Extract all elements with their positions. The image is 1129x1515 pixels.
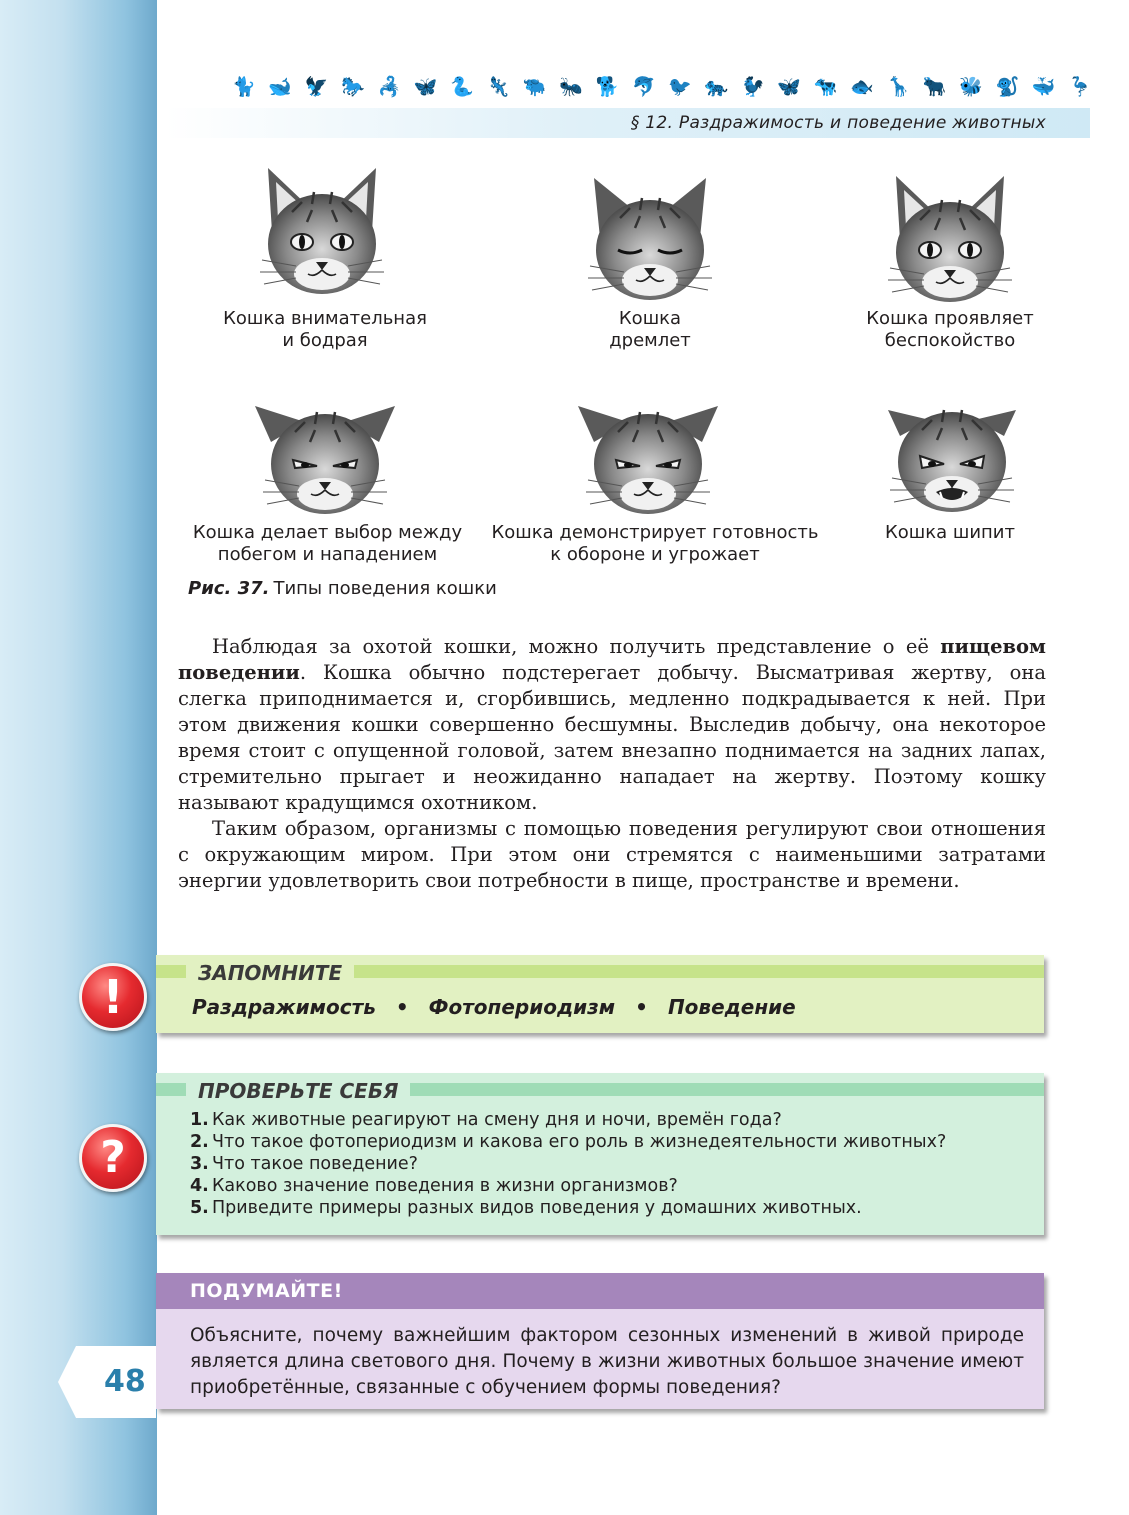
animal-silhouette-icon: 🐦	[668, 75, 692, 98]
remember-box	[156, 955, 1044, 1033]
animal-silhouette-icon: 🐒	[995, 75, 1020, 98]
left-spine-decoration	[0, 0, 157, 1515]
animal-silhouette-icon: 🦋	[413, 75, 438, 98]
section-title: § 12. Раздражимость и поведение животных	[630, 113, 1046, 133]
cat-threatening-image	[578, 382, 718, 522]
animal-silhouette-icon: 🐟	[850, 75, 874, 98]
question-item: 3. Что такое поведение?	[190, 1154, 418, 1174]
bullet-separator: •	[395, 995, 409, 1019]
think-box	[156, 1273, 1044, 1409]
cat-dozing-image	[580, 168, 720, 308]
exclamation-icon: !	[79, 963, 147, 1031]
question-mark-icon: ?	[79, 1124, 147, 1192]
animal-silhouette-icon: 🦅	[304, 75, 329, 98]
term-food-behavior: пищевом поведении	[178, 635, 1046, 684]
check-title: ПРОВЕРЬТЕ СЕБЯ	[186, 1079, 410, 1103]
cat-caption-anxious: Кошка проявляет беспокойство	[866, 308, 1034, 351]
animal-silhouette-icon: 🐜	[559, 75, 583, 98]
figure-caption	[188, 578, 497, 599]
section-header-bar	[165, 108, 1090, 138]
cat-anxious-image	[880, 170, 1020, 310]
animal-silhouette-icon: 🐳	[1031, 75, 1056, 98]
cat-caption-choosing: Кошка делает выбор между побегом и нападением	[192, 522, 463, 565]
question-item: 1. Как животные реагируют на смену дня и ночи, времён года?	[190, 1110, 782, 1130]
cat-caption-dozing: Кошка дремлет	[609, 308, 691, 351]
animal-silhouette-icon: 🐓	[741, 75, 765, 98]
animal-silhouette-icon: 🐬	[631, 75, 656, 98]
page-number: 48	[104, 1364, 146, 1399]
animal-silhouette-icon: 🦋	[777, 75, 802, 98]
term-photoperiodism: Фотопериодизм	[428, 995, 616, 1019]
animal-silhouette-icon: 🐃	[522, 75, 547, 98]
check-yourself-box	[156, 1073, 1044, 1235]
term-irritability: Раздражимость	[192, 995, 376, 1019]
question-item: 5. Приведите примеры разных видов поведения у домашних животных.	[190, 1198, 862, 1218]
animal-silhouette-icon: 🐍	[450, 75, 474, 98]
cat-caption-hissing: Кошка шипит	[884, 522, 1015, 543]
cat-choosing-image	[255, 382, 395, 522]
question-item: 2. Что такое фотопериодизм и какова его роль в жизнедеятельности животных?	[190, 1132, 947, 1152]
animal-silhouette-icon: 🐝	[959, 75, 983, 98]
animal-silhouette-icon: 🐅	[704, 75, 729, 98]
animal-silhouette-icon: 🦩	[1068, 75, 1092, 98]
cat-hissing-image	[882, 380, 1022, 520]
question-item: 4. Каково значение поведения в жизни организмов?	[190, 1176, 678, 1196]
remember-title: ЗАПОМНИТЕ	[186, 961, 354, 985]
cat-caption-attentive: Кошка внимательная и бодрая	[223, 308, 427, 351]
animal-silhouette-icon: 🐄	[813, 75, 838, 98]
think-title: ПОДУМАЙТЕ!	[190, 1280, 343, 1302]
animal-silhouette-icon: 🐈	[232, 75, 256, 98]
animal-silhouettes-strip	[232, 70, 1092, 102]
animal-silhouette-icon: 🐕	[595, 75, 620, 98]
figure-label: Рис. 37.	[188, 578, 270, 599]
animal-silhouette-icon: 🐎	[341, 75, 365, 98]
term-behavior: Поведение	[667, 995, 796, 1019]
body-paragraph-1: Наблюдая за охотой кошки, можно получить представление о её пищевом поведении. Кошка обычно подстерегает добычу. Высматривая жертву, она слегка приподнимается и, сгорбившись, медленно подкрадывается к ней. При этом движения кошки совершенно бесшумны. Выследив добычу, она некоторое время стоит с опущенной головой, затем внезапно поднимается на задних лапах, стремительно прыгает и неожиданно нападает на жертву. Поэтому кошку называют крадущимся охотником.	[178, 635, 1046, 814]
remember-terms	[192, 995, 796, 1019]
animal-silhouette-icon: 🐂	[922, 75, 947, 98]
think-header	[156, 1273, 1044, 1309]
body-paragraph-2: Таким образом, организмы с помощью поведения регулируют свои отношения с окружающим миром. При этом они стремятся с наименьшими затратами энергии удовлетворить свои потребности в пище, пространстве и времени.	[178, 817, 1046, 892]
bullet-separator: •	[635, 995, 648, 1019]
question-list	[190, 1109, 946, 1219]
cat-attentive-image	[252, 162, 392, 302]
animal-silhouette-icon: 🦎	[486, 75, 511, 98]
figure-caption-text: Типы поведения кошки	[273, 578, 497, 599]
animal-silhouette-icon: 🐋	[268, 75, 293, 98]
think-text: Объясните, почему важнейшим фактором сезонных изменений в живой природе является длина светового дня. Почему в жизни животных большое значение имеют приобретённые, связанные с обучением формы поведения?	[190, 1325, 1024, 1398]
animal-silhouette-icon: 🦂	[377, 75, 402, 98]
cat-caption-threatening: Кошка демонстрирует готовность к обороне и угрожает	[491, 522, 819, 565]
animal-silhouette-icon: 🦒	[886, 75, 911, 98]
